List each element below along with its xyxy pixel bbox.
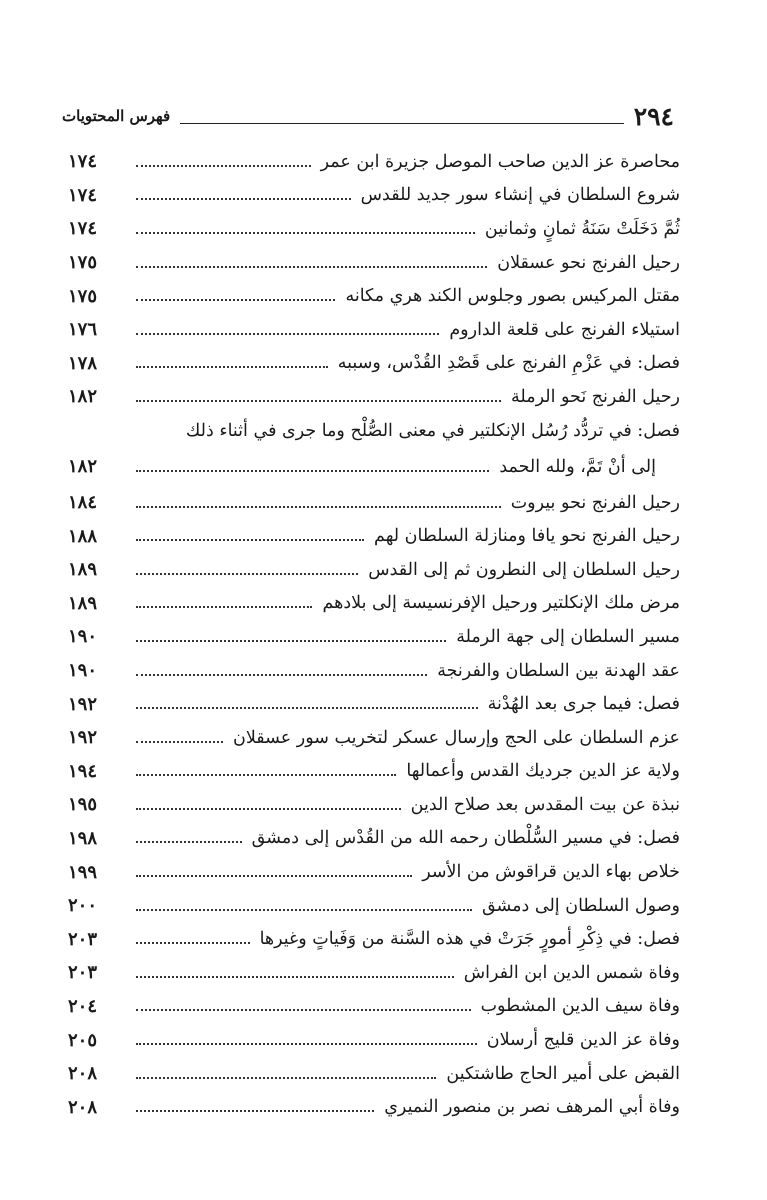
toc-entry [68, 486, 680, 520]
toc-entry-title: مقتل المركيس بصور وجلوس الكند هري مكانه [345, 286, 680, 307]
toc-entry-title: محاصرة عز الدين صاحب الموصل جزيرة ابن عمر [320, 151, 680, 172]
toc-entry-page: ١٨٤ [68, 492, 98, 514]
dot-leader [136, 606, 312, 608]
toc-entry-title: رحيل الفرنج نحو يافا ومنازلة السلطان لهم [374, 526, 680, 547]
toc-entry-page: ٢٠٤ [68, 995, 98, 1017]
toc-entry [68, 519, 680, 553]
toc-entry-title: وصول السلطان إلى دمشق [481, 895, 680, 916]
toc-entry [68, 855, 680, 889]
dot-leader [136, 875, 412, 877]
toc-entry-page: ١٨٨ [68, 525, 98, 547]
toc-entry-title: فصل: في عَزْمِ الفرنج على قَصْدِ القُدْس، وسببه [337, 353, 680, 374]
header-rule [180, 123, 624, 124]
toc-entry [68, 553, 680, 587]
dot-leader [136, 366, 328, 368]
toc-entry-page: ١٧٥ [68, 285, 98, 307]
toc-entry-page: ١٧٨ [68, 352, 98, 374]
toc-entry-page: ١٩٠ [68, 626, 98, 648]
toc-entry-title: فصل: فيما جرى بعد الهُدْنة [487, 694, 680, 715]
toc-entry-page: ١٧٤ [68, 151, 98, 173]
toc-entry-title: فصل: في ذِكْرِ أمورٍ جَرَتْ في هذه السَّنة من وَفَياتٍ وغيرها [259, 929, 680, 950]
dot-leader [136, 808, 401, 810]
toc-entry-page: ١٨٩ [68, 559, 98, 581]
toc-entry-page: ١٨٢ [68, 386, 98, 408]
toc-entry-title: ولاية عز الدين جرديك القدس وأعمالها [406, 761, 680, 782]
toc-entry-title: رحيل الفرنج نَحو الرملة [511, 386, 680, 407]
toc-entry [68, 279, 680, 313]
toc-entry-title: عقد الهدنة بين السلطان والفرنجة [437, 660, 680, 681]
dot-leader [136, 674, 427, 676]
toc-entry-title: رحيل الفرنج نحو بيروت [510, 492, 680, 513]
dot-leader [136, 400, 501, 402]
toc-entry-title: شروع السلطان في إنشاء سور جديد للقدس [360, 185, 680, 206]
toc-entry-title: مسير السلطان إلى جهة الرملة [456, 626, 680, 647]
page-number: ٢٩٤ [633, 101, 674, 131]
toc-entry-title: نبذة عن بيت المقدس بعد صلاح الدين [410, 794, 680, 815]
toc-entry [68, 1057, 680, 1091]
toc-entry-page: ٢٠٨ [68, 1063, 98, 1085]
toc-entry-page: ١٩٩ [68, 861, 98, 883]
toc-entry [68, 687, 680, 721]
dot-leader [136, 909, 472, 911]
toc-entry-page: ٢٠٣ [68, 928, 98, 950]
toc-entry [68, 347, 680, 381]
toc-entry-page: ١٩٠ [68, 660, 98, 682]
toc-entry [68, 246, 680, 280]
dot-leader [136, 470, 489, 472]
dot-leader [136, 573, 358, 575]
dot-leader [136, 640, 446, 642]
toc-entry-title: استيلاء الفرنج على قلعة الداروم [449, 319, 680, 340]
toc-entry-page: ٢٠٨ [68, 1096, 98, 1118]
table-of-contents [68, 145, 680, 1124]
toc-entry-page: ٢٠٠ [68, 895, 98, 917]
toc-entry [68, 1023, 680, 1057]
dot-leader [136, 774, 396, 776]
toc-entry-page: ١٩٨ [68, 827, 98, 849]
dot-leader [136, 741, 223, 743]
dot-leader [136, 198, 351, 200]
dot-leader [136, 1009, 471, 1011]
toc-entry [68, 380, 680, 414]
dot-leader [136, 841, 242, 843]
toc-entry-title: خلاص بهاء الدين قراقوش من الأسر [422, 862, 680, 883]
toc-entry [68, 179, 680, 213]
toc-entry-page: ١٨٢ [68, 456, 98, 478]
dot-leader [136, 707, 478, 709]
toc-entry [68, 145, 680, 179]
toc-entry-page: ١٨٩ [68, 592, 98, 614]
toc-entry-title: ثُمَّ دَخَلَتْ سَنَةُ ثمانٍ وثمانين [484, 218, 680, 239]
dot-leader [136, 1043, 477, 1045]
toc-entry-page: ١٩٢ [68, 693, 98, 715]
toc-entry [68, 788, 680, 822]
dot-leader [136, 1077, 436, 1079]
toc-entry-title: عزم السلطان على الحج وإرسال عسكر لتخريب سور عسقلان [232, 727, 680, 748]
toc-entry-page: ١٩٤ [68, 760, 98, 782]
toc-entry-title: رحيل السلطان إلى النطرون ثم إلى القدس [368, 559, 680, 580]
toc-entry [68, 212, 680, 246]
toc-entry-page: ١٧٥ [68, 252, 98, 274]
toc-entry-title: مرض ملك الإنكلتير ورحيل الإفرنسيسة إلى بلادهم [322, 593, 680, 614]
toc-entry [68, 721, 680, 755]
page-header [62, 96, 674, 136]
toc-entry [68, 956, 680, 990]
dot-leader [136, 539, 364, 541]
toc-entry [68, 414, 680, 448]
toc-entry-title: فصل: في تردُّد رُسُل الإنكلتير في معنى الصُّلْح وما جرى في أثناء ذلك [185, 420, 680, 441]
dot-leader [136, 506, 501, 508]
toc-entry-page: ١٩٥ [68, 794, 98, 816]
running-title: فهرس المحتويات [62, 107, 171, 125]
toc-entry-page: ١٩٢ [68, 727, 98, 749]
toc-entry-page: ١٧٤ [68, 218, 98, 240]
toc-entry-continuation [68, 448, 680, 486]
dot-leader [136, 232, 475, 234]
toc-entry [68, 755, 680, 789]
dot-leader [136, 165, 311, 167]
toc-entry-page: ١٧٤ [68, 184, 98, 206]
dot-leader [136, 299, 335, 301]
toc-entry [68, 654, 680, 688]
toc-entry-page: ٢٠٥ [68, 1029, 98, 1051]
toc-entry [68, 1090, 680, 1124]
toc-entry-page: ١٧٦ [68, 319, 98, 341]
toc-entry [68, 889, 680, 923]
toc-entry [68, 620, 680, 654]
toc-entry-title: القبض على أمير الحاج طاشتكين [446, 1063, 680, 1084]
toc-entry-title: فصل: في مسير السُّلْطان رحمه الله من القُدْس إلى دمشق [251, 828, 680, 849]
toc-entry-page: ٢٠٣ [68, 962, 98, 984]
toc-entry-title: وفاة عز الدين قليج أرسلان [486, 1030, 680, 1051]
toc-entry [68, 922, 680, 956]
dot-leader [136, 976, 454, 978]
dot-leader [136, 266, 487, 268]
toc-entry [68, 313, 680, 347]
toc-entry-title: رحيل الفرنج نحو عسقلان [497, 252, 680, 273]
toc-entry-title: وفاة شمس الدين ابن الفراش [463, 962, 680, 983]
dot-leader [136, 942, 250, 944]
toc-entry-title: وفاة أبي المرهف نصر بن منصور النميري [384, 1097, 680, 1118]
dot-leader [136, 1110, 374, 1112]
toc-entry-title: إلى أنْ تَمَّ، ولله الحمد [499, 456, 656, 477]
toc-entry [68, 822, 680, 856]
dot-leader [136, 333, 439, 335]
toc-entry [68, 587, 680, 621]
toc-entry-title: وفاة سيف الدين المشطوب [480, 996, 680, 1017]
toc-entry [68, 990, 680, 1024]
